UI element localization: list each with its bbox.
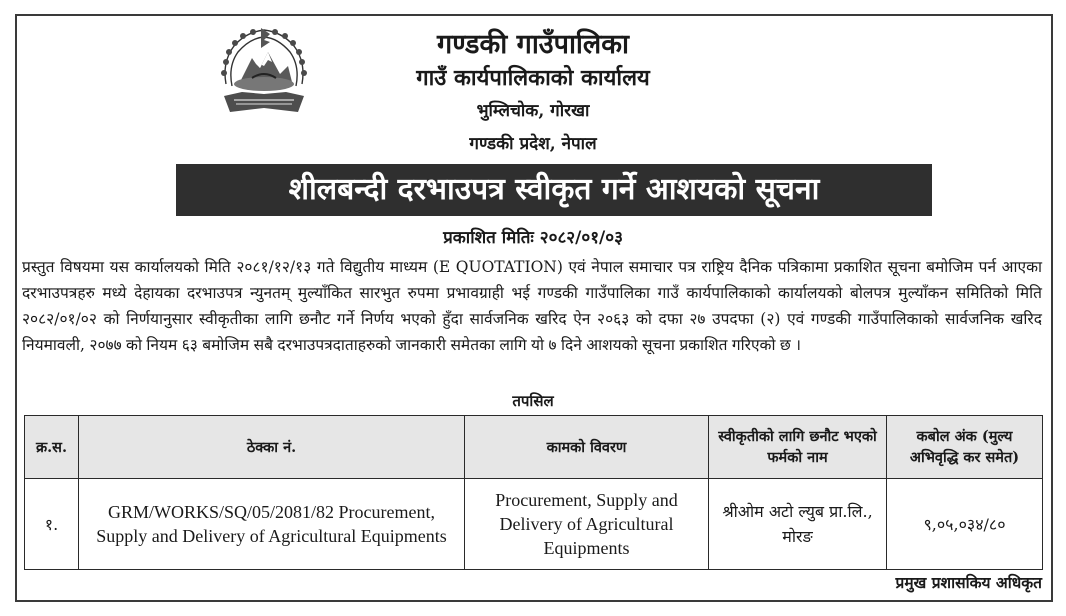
notice-title: शीलबन्दी दरभाउपत्र स्वीकृत गर्ने आशयको सूचना [176,164,932,216]
header-bid-amount: कबोल अंक (मुल्य अभिवृद्धि कर समेत) [887,416,1043,479]
office-province: गण्डकी प्रदेश, नेपाल [469,134,597,154]
header-description: कामको विवरण [465,416,709,479]
office-name: गाउँ कार्यपालिकाको कार्यालय [416,65,650,91]
office-location: भुम्लिचोक, गोरखा [476,101,590,121]
table-header-row [25,416,1043,479]
cell-serial: १. [25,479,79,570]
notice-body: प्रस्तुत विषयमा यस कार्यालयको मिति २०८१/१२/१३ गते विद्युतीय माध्यम (E QUOTATION) एवं नेपाल समाचार पत्र राष्ट्रिय दैनिक पत्रिकामा प्रकाशित सूचना बमोजिम पर्न आएका दरभाउपत्रहरु मध्ये देहायका दरभाउपत्र न्युनतम् मुल्याँकित सारभुत रुपमा प्रभावग्राही भई गण्डकी गाउँपालिका गाउँ कार्यपालिकाको कार्यालयको बोलपत्र मुल्याँकन समितिको मिति २०८२/०१/०२ को निर्णयानुसार स्वीकृतीका लागि छनौट गर्ने निर्णय भएको हुँदा सार्वजनिक खरिद ऐन २०६३ को दफा २७ उपदफा (२) एवं गण्डकी गाउँपालिकाको सार्वजनिक खरिद नियमावली, २०७७ को नियम ६३ बमोजिम सबै दरभाउपत्रदाताहरुको जानकारी समेतका लागि यो ७ दिने आशयको सूचना प्रकाशित गरिएको छ । [22,258,1042,354]
cell-description: Procurement, Supply and Delivery of Agricultural Equipments [465,479,709,570]
published-date: प्रकाशित मितिः २०८२/०१/०३ [443,228,623,248]
award-table [24,415,1043,570]
municipality-name: गण्डकी गाउँपालिका [437,29,629,60]
details-label: तपसिल [512,392,554,410]
header-contract-no: ठेक्का नं. [79,416,465,479]
cell-firm-name: श्रीओम अटो ल्युब प्रा.लि., मोरङ [709,479,887,570]
cell-contract-no: GRM/WORKS/SQ/05/2081/82 Procurement, Supply and Delivery of Agricultural Equipments [79,479,465,570]
cell-bid-amount: ९,०५,०३४/८० [887,479,1043,570]
header-serial: क्र.स. [25,416,79,479]
signatory: प्रमुख प्रशासकिय अधिकृत [895,573,1042,592]
header-firm-name: स्वीकृतीको लागि छनौट भएको फर्मको नाम [709,416,887,479]
table-row [25,479,1043,570]
